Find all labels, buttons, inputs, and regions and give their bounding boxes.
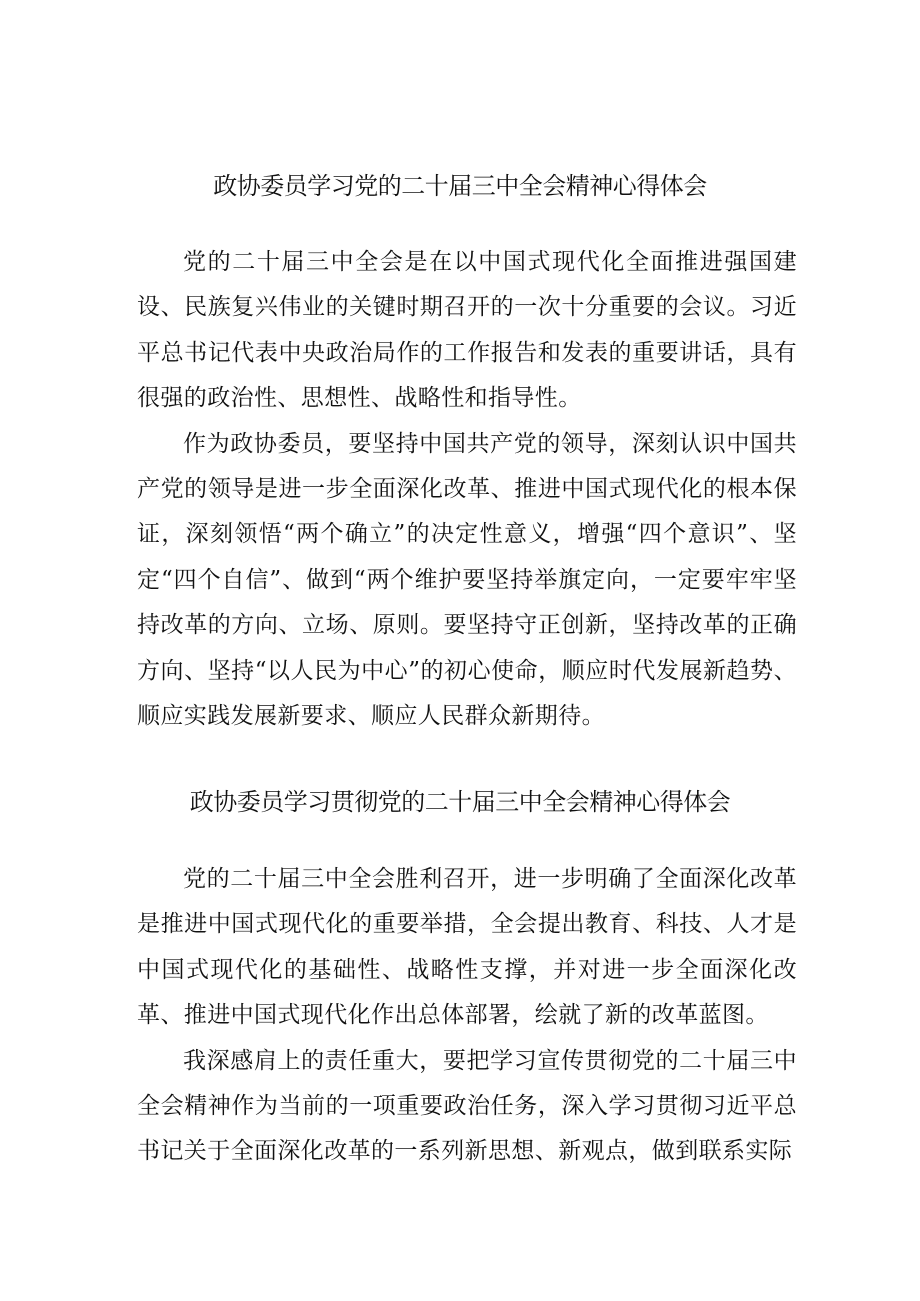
article-1-paragraph-1: 党的二十届三中全会是在以中国式现代化全面推进强国建设、民族复兴伟业的关键时期召开的一次十分重要的会议。习近平总书记代表中央政治局作的工作报告和发表的重要讲话，具有很强的政治性、思想性、战略性和指导性。 [137,249,797,412]
article-1-title: 政协委员学习党的二十届三中全会精神心得体会 [213,172,707,200]
article-1-body [137,240,797,739]
article-2-paragraph-1: 党的二十届三中全会胜利召开，进一步明确了全面深化改革是推进中国式现代化的重要举措，全会提出教育、科技、人才是中国式现代化的基础性、战略性支撑，并对进一步全面深化改革、推进中国式现代化作出总体部署，绘就了新的改革蓝图。 [137,866,797,1029]
article-2-body [137,857,797,1175]
article-2-title: 政协委员学习贯彻党的二十届三中全会精神心得体会 [189,788,731,816]
article-2-paragraph-2: 我深感肩上的责任重大，要把学习宣传贯彻党的二十届三中全会精神作为当前的一项重要政治任务，深入学习贯彻习近平总书记关于全面深化改革的一系列新思想、新观点，做到联系实际 [137,1047,797,1165]
article-1-paragraph-2: 作为政协委员，要坚持中国共产党的领导，深刻认识中国共产党的领导是进一步全面深化改革、推进中国式现代化的根本保证，深刻领悟“两个确立”的决定性意义，增强“四个意识”、坚定“四个自信”、做到“两个维护要坚持举旗定向，一定要牢牢坚持改革的方向、立场、原则。要坚持守正创新，坚持改革的正确方向、坚持“以人民为中心”的初心使命，顺应时代发展新趋势、顺应实践发展新要求、顺应人民群众新期待。 [137,430,797,730]
